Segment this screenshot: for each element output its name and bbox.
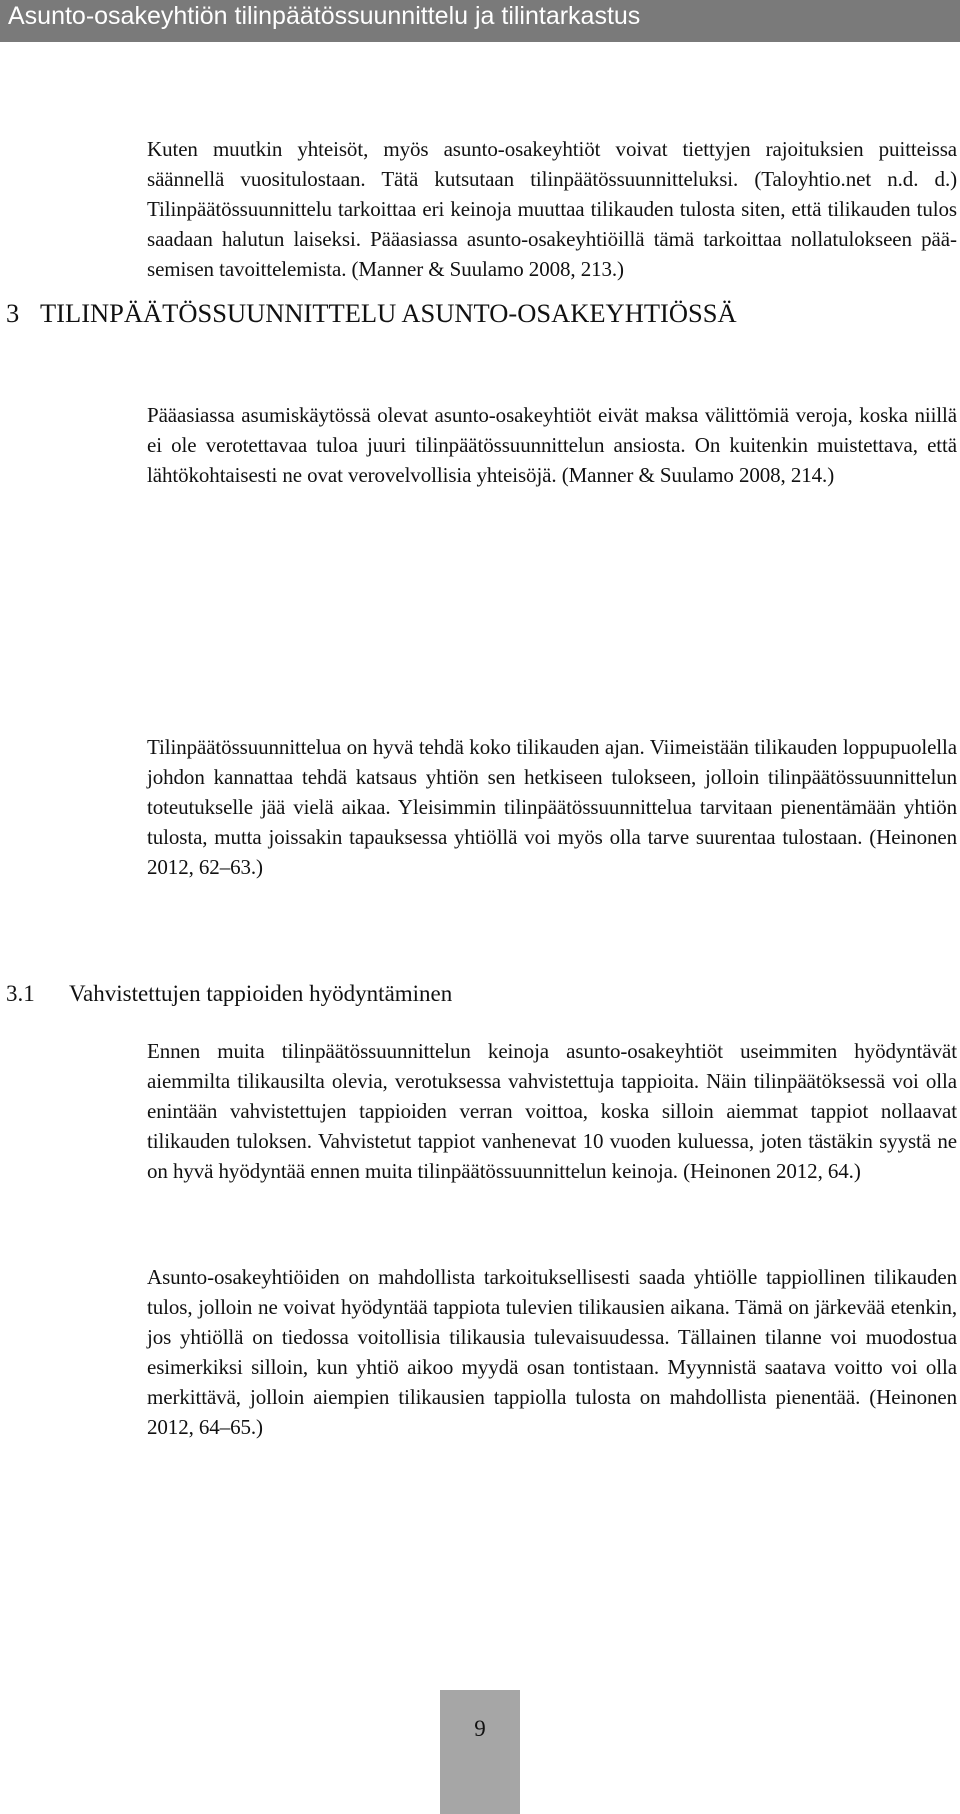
body-paragraph: Ennen muita tilinpäätössuunnittelun keinoja asunto-osakeyhtiöt useimmiten hyödyntävät aiemmilta tilikausilta olevia, verotuksessa vahvistettuja tappioita. Näin tilinpäätöksessä voi olla enintään vahvistettujen tappioiden verran voittoa, koska silloin aiemmat tappiot nollaavat tilikauden tuloksen. Vahvistetut tappiot vanhenevat 10 vuoden kuluessa, joten tästäkin syystä ne on hyvä hyödyntää ennen muita tilinpäätössuunnittelun keinoja. (Heinonen 2012, 64.) (147, 1039, 957, 1183)
body-paragraph: Pääasiassa asumiskäytössä olevat asunto-osakeyhtiöt eivät maksa välittömiä veroja, koska niillä ei ole verotettavaa tuloa juuri tilinpäätössuunnittelun ansiosta. On kuitenkin muistettava, että lähtökohtaisesti ne ovat verovelvollisia yhteisöjä. (Manner & Suulamo 2008, 214.) (147, 403, 957, 487)
page-number-box (440, 1690, 520, 1814)
section-number: 3.1 (6, 981, 35, 1006)
running-header (0, 0, 960, 42)
page-number: 9 (474, 1716, 486, 1741)
chapter-title: TILINPÄÄTÖSSUUNNITTELU ASUNTO-OSAKEYHTIÖSSÄ (40, 298, 737, 328)
running-header-title: Asunto-osakeyhtiön tilinpäätössuunnittelu ja tilintarkastus (8, 2, 641, 30)
body-paragraph: Tilinpäätössuunnittelua on hyvä tehdä koko tilikauden ajan. Viimeistään tilikauden loppupuolella johdon kannattaa tehdä katsaus yhtiön sen hetkiseen tulokseen, jolloin tilinpäätössuunnittelun toteutukselle jää vielä aikaa. Yleisimmin tilinpäätössuunnittelua tarvitaan pienentämään yhtiön tulosta, mutta joissakin tapauksessa yhtiöllä voi myös olla tarve suurentaa tulostaan. (Heinonen 2012, 62–63.) (147, 735, 957, 879)
body-paragraph: Asunto-osakeyhtiöiden on mahdollista tarkoituksellisesti saada yhtiölle tappiollinen tilikauden tulos, jolloin ne voivat hyödyntää tappiota tulevien tilikausien aikana. Tämä on järkevää etenkin, jos yhtiöllä on tiedossa voitollisia tilikausia tulevaisuudessa. Tällainen tilanne voi muodostua esimerkiksi silloin, kun yhtiö aikoo myydä osan tontistaan. Myynnistä saatava voitto voi olla merkittävä, jolloin aiempien tilikausien tappiolla tulosta on mahdollista pienentää. (Heinonen 2012, 64–65.) (147, 1265, 957, 1439)
body-paragraph: Kuten muutkin yhteisöt, myös asunto-osakeyhtiöt voivat tiettyjen rajoituksien puitteissa säännellä vuositulostaan. Tätä kutsutaan tilinpäätössuunnitteluksi. (Taloyhtio.net n.d. d.) Tilinpäätössuunnittelu tarkoittaa eri keinoja muuttaa tilikauden tulosta siten, että tilikauden tulos saadaan halutun laiseksi. Pääasiassa asunto-osakeyhtiöillä tämä tarkoittaa nollatulokseen pääsemisen tavoittelemista. (Manner & Suulamo 2008, 213.) (147, 137, 957, 281)
chapter-heading (6, 296, 946, 330)
chapter-number: 3 (6, 298, 20, 328)
section-title: Vahvistettujen tappioiden hyödyntäminen (69, 981, 453, 1006)
section-heading (6, 978, 946, 1010)
